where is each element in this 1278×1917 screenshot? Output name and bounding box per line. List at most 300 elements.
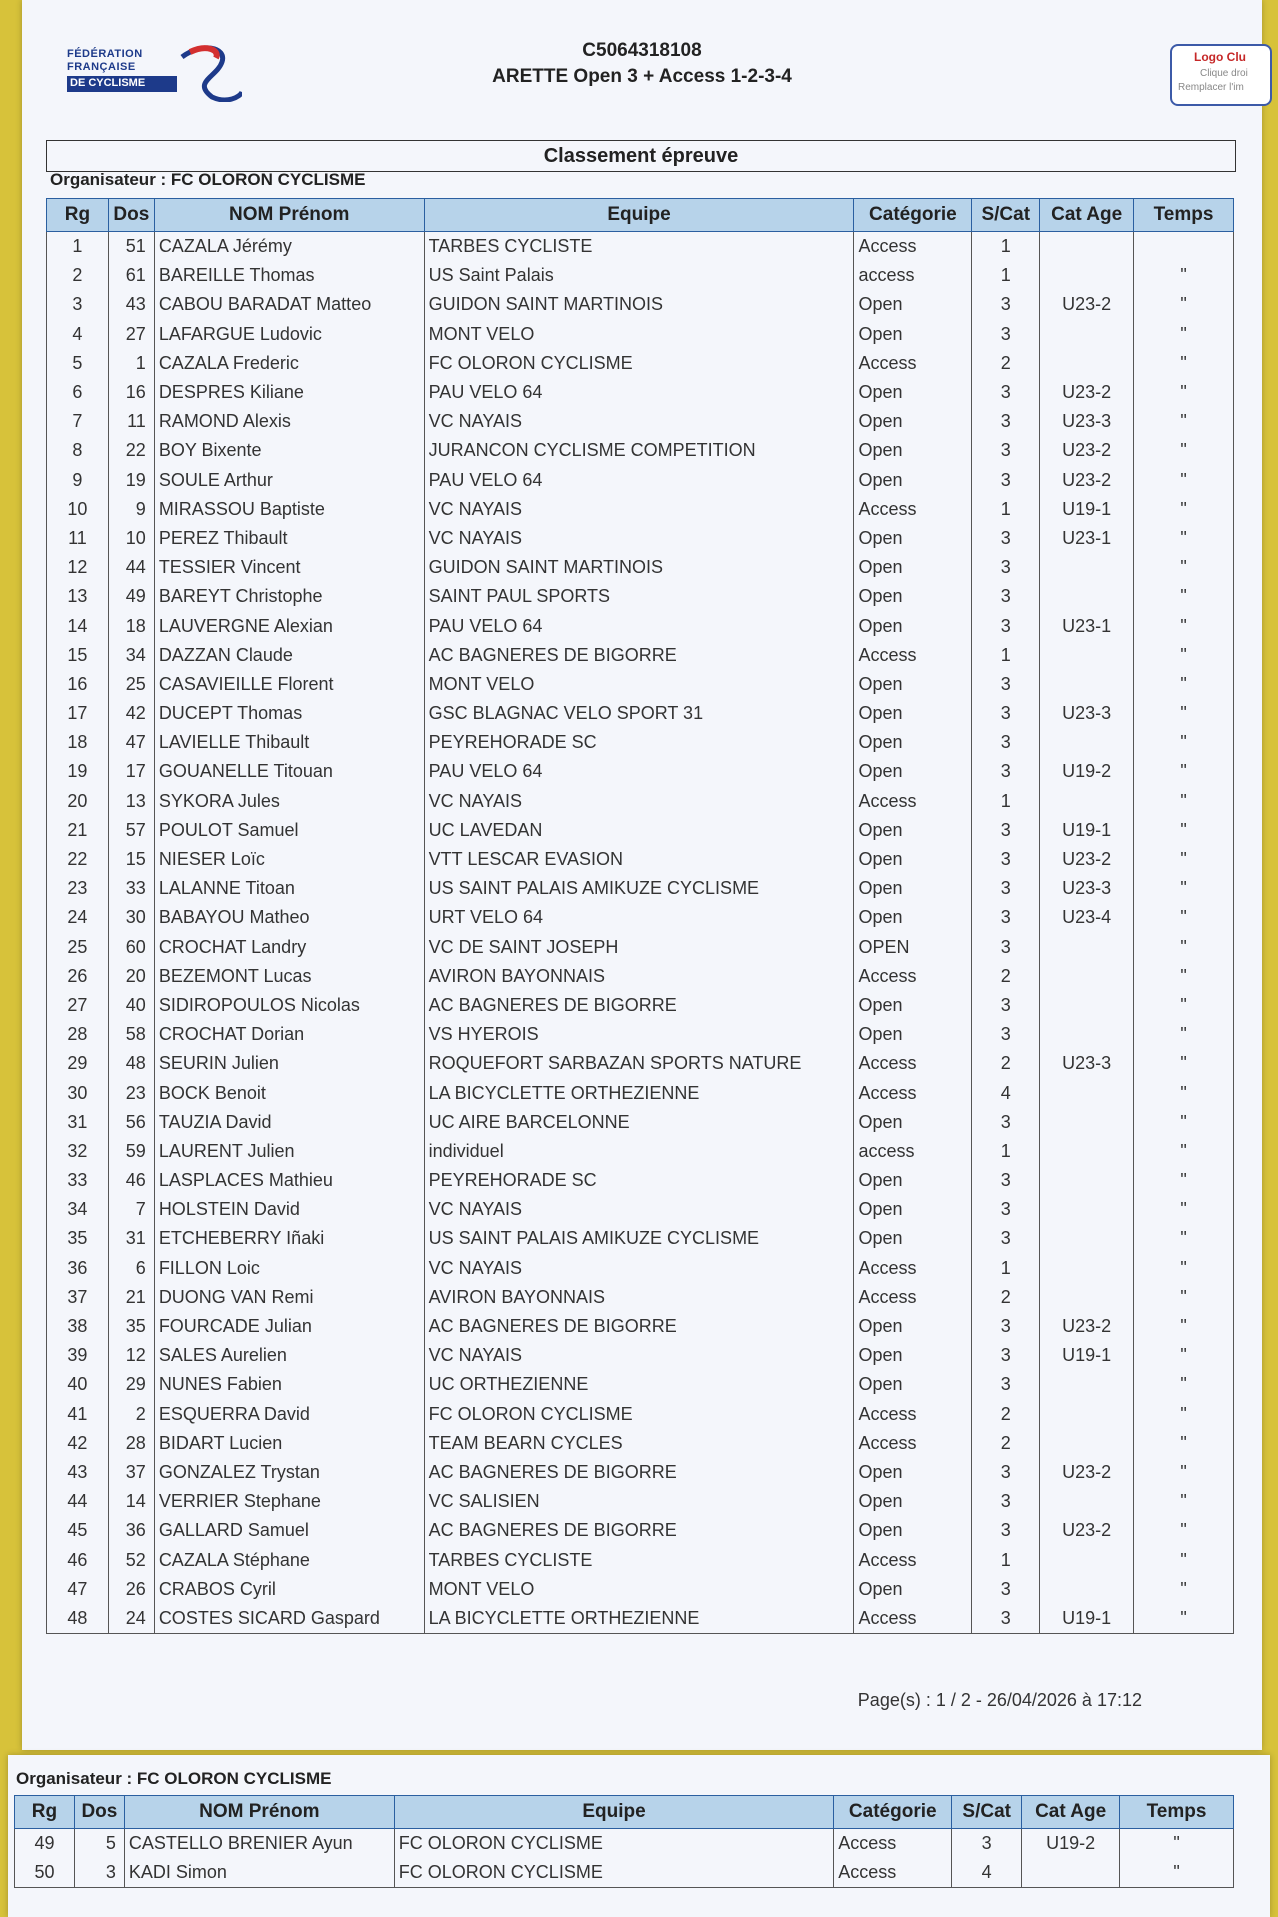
table-row: [47, 1400, 1234, 1429]
cell-category: Open: [854, 524, 972, 553]
table-row: [47, 378, 1234, 407]
table-row: [47, 1078, 1234, 1107]
cell-team: URT VELO 64: [424, 903, 854, 932]
cell-team: VC NAYAIS: [424, 1341, 854, 1370]
cell-name: CAZALA Stéphane: [154, 1545, 424, 1574]
cell-dossard: 15: [108, 845, 154, 874]
table-row: [47, 1429, 1234, 1458]
table-row: [47, 349, 1234, 378]
table-row: [47, 1458, 1234, 1487]
cell-time: ": [1134, 261, 1234, 290]
cell-name: SYKORA Jules: [154, 787, 424, 816]
cell-subcategory: 3: [972, 1575, 1040, 1604]
cell-team: JURANCON CYCLISME COMPETITION: [424, 436, 854, 465]
cell-dossard: 13: [108, 787, 154, 816]
cell-category: Open: [854, 699, 972, 728]
table-row: [47, 1020, 1234, 1049]
cell-team: AC BAGNERES DE BIGORRE: [424, 1458, 854, 1487]
cell-rank: 35: [47, 1224, 109, 1253]
cell-category: access: [854, 261, 972, 290]
cell-team: VS HYEROIS: [424, 1020, 854, 1049]
cell-name: VERRIER Stephane: [154, 1487, 424, 1516]
cell-subcategory: 3: [972, 757, 1040, 786]
cell-category: Access: [854, 1254, 972, 1283]
cell-time: ": [1134, 1020, 1234, 1049]
cell-team: TEAM BEARN CYCLES: [424, 1429, 854, 1458]
cell-team: FC OLORON CYCLISME: [394, 1829, 833, 1859]
cell-name: SEURIN Julien: [154, 1049, 424, 1078]
cell-dossard: 51: [108, 232, 154, 262]
cell-subcategory: 3: [972, 1312, 1040, 1341]
cell-name: CASAVIEILLE Florent: [154, 670, 424, 699]
cell-category: Open: [854, 1487, 972, 1516]
cell-team: ROQUEFORT SARBAZAN SPORTS NATURE: [424, 1049, 854, 1078]
cell-category: Access: [854, 962, 972, 991]
cell-age-category: U23-2: [1040, 290, 1134, 319]
table-row: [47, 1575, 1234, 1604]
cell-subcategory: 1: [972, 1137, 1040, 1166]
cell-team: MONT VELO: [424, 320, 854, 349]
classement-heading: Classement épreuve: [46, 140, 1236, 172]
table-row: [47, 1195, 1234, 1224]
results-table: [46, 198, 1234, 1634]
cell-age-category: [1022, 1858, 1120, 1888]
cell-name: RAMOND Alexis: [154, 407, 424, 436]
cell-rank: 3: [47, 290, 109, 319]
cell-subcategory: 3: [972, 290, 1040, 319]
cell-age-category: [1040, 232, 1134, 262]
cell-category: Open: [854, 553, 972, 582]
logo-text-line-3: DE CYCLISME: [70, 77, 146, 89]
cell-subcategory: 3: [972, 816, 1040, 845]
cell-category: Open: [854, 1370, 972, 1399]
cell-dossard: 7: [108, 1195, 154, 1224]
cell-team: TARBES CYCLISTE: [424, 232, 854, 262]
cell-category: OPEN: [854, 933, 972, 962]
cell-category: Open: [854, 728, 972, 757]
cell-dossard: 56: [108, 1108, 154, 1137]
cell-age-category: [1040, 1545, 1134, 1574]
cell-team: UC ORTHEZIENNE: [424, 1370, 854, 1399]
cell-time: ": [1134, 553, 1234, 582]
table-row: [47, 728, 1234, 757]
cell-subcategory: 3: [972, 1108, 1040, 1137]
club-logo-line-1: Logo Clu: [1194, 50, 1246, 64]
cell-time: ": [1134, 1516, 1234, 1545]
table-row: [47, 816, 1234, 845]
cell-age-category: [1040, 553, 1134, 582]
cell-time: ": [1134, 1049, 1234, 1078]
cell-category: Open: [854, 991, 972, 1020]
page-footer: Page(s) : 1 / 2 - 26/04/2026 à 17:12: [857, 1690, 1142, 1710]
cell-dossard: 6: [108, 1254, 154, 1283]
cell-name: CASTELLO BRENIER Ayun: [124, 1829, 394, 1859]
race-title: ARETTE Open 3 + Access 1-2-3-4: [492, 66, 792, 87]
table-row: [47, 1487, 1234, 1516]
cell-time: ": [1134, 378, 1234, 407]
cell-time: ": [1134, 436, 1234, 465]
cell-name: PEREZ Thibault: [154, 524, 424, 553]
table-row: [47, 962, 1234, 991]
cell-dossard: 47: [108, 728, 154, 757]
cell-dossard: 59: [108, 1137, 154, 1166]
cell-team: US Saint Palais: [424, 261, 854, 290]
cell-category: Open: [854, 670, 972, 699]
cell-dossard: 30: [108, 903, 154, 932]
cell-team: GUIDON SAINT MARTINOIS: [424, 553, 854, 582]
cell-dossard: 20: [108, 962, 154, 991]
cell-name: GOUANELLE Titouan: [154, 757, 424, 786]
cell-rank: 39: [47, 1341, 109, 1370]
cell-rank: 33: [47, 1166, 109, 1195]
column-header-team: Equipe: [394, 1796, 833, 1829]
cell-age-category: U23-3: [1040, 699, 1134, 728]
cell-team: GSC BLAGNAC VELO SPORT 31: [424, 699, 854, 728]
cell-age-category: [1040, 787, 1134, 816]
cell-rank: 38: [47, 1312, 109, 1341]
cell-team: UC AIRE BARCELONNE: [424, 1108, 854, 1137]
cell-time: ": [1134, 290, 1234, 319]
cell-team: AC BAGNERES DE BIGORRE: [424, 991, 854, 1020]
cell-name: LALANNE Titoan: [154, 874, 424, 903]
cell-subcategory: 2: [972, 962, 1040, 991]
column-header-rank: Rg: [47, 199, 109, 232]
cell-name: CABOU BARADAT Matteo: [154, 290, 424, 319]
cell-category: Open: [854, 378, 972, 407]
cell-category: Access: [854, 641, 972, 670]
cell-name: BOY Bixente: [154, 436, 424, 465]
cell-rank: 13: [47, 582, 109, 611]
cell-age-category: U19-1: [1040, 1604, 1134, 1634]
cell-subcategory: 3: [972, 611, 1040, 640]
cell-category: Open: [854, 290, 972, 319]
cell-rank: 9: [47, 466, 109, 495]
cell-name: CAZALA Frederic: [154, 349, 424, 378]
cell-age-category: U19-1: [1040, 495, 1134, 524]
cell-rank: 37: [47, 1283, 109, 1312]
table-row: [47, 641, 1234, 670]
cell-rank: 50: [15, 1858, 75, 1888]
cell-name: TAUZIA David: [154, 1108, 424, 1137]
cell-rank: 48: [47, 1604, 109, 1634]
table-row: [47, 290, 1234, 319]
cell-name: CAZALA Jérémy: [154, 232, 424, 262]
table-row: [47, 1283, 1234, 1312]
cell-rank: 30: [47, 1078, 109, 1107]
column-header-time: Temps: [1134, 199, 1234, 232]
cell-name: GALLARD Samuel: [154, 1516, 424, 1545]
cell-rank: 42: [47, 1429, 109, 1458]
cell-name: BIDART Lucien: [154, 1429, 424, 1458]
cell-time: ": [1134, 1137, 1234, 1166]
cell-subcategory: 2: [972, 1049, 1040, 1078]
cell-age-category: [1040, 641, 1134, 670]
cell-team: LA BICYCLETTE ORTHEZIENNE: [424, 1078, 854, 1107]
cell-category: Open: [854, 611, 972, 640]
cell-rank: 47: [47, 1575, 109, 1604]
cell-rank: 26: [47, 962, 109, 991]
cell-dossard: 16: [108, 378, 154, 407]
cell-category: Open: [854, 874, 972, 903]
cell-time: ": [1134, 320, 1234, 349]
table-row: [47, 757, 1234, 786]
results-table-page-2: [14, 1795, 1234, 1888]
table-row: [47, 903, 1234, 932]
cell-name: SALES Aurelien: [154, 1341, 424, 1370]
cell-time: ": [1134, 407, 1234, 436]
cell-time: ": [1134, 1604, 1234, 1634]
cell-subcategory: 3: [972, 670, 1040, 699]
column-header-age-category: Cat Age: [1022, 1796, 1120, 1829]
cell-time: ": [1134, 641, 1234, 670]
cell-age-category: U23-1: [1040, 611, 1134, 640]
cell-time: ": [1134, 495, 1234, 524]
cell-dossard: 3: [74, 1858, 124, 1888]
cell-name: CROCHAT Dorian: [154, 1020, 424, 1049]
cell-age-category: [1040, 728, 1134, 757]
cell-dossard: 11: [108, 407, 154, 436]
cell-time: ": [1134, 991, 1234, 1020]
cell-subcategory: 1: [972, 232, 1040, 262]
cell-dossard: 2: [108, 1400, 154, 1429]
cell-team: PAU VELO 64: [424, 466, 854, 495]
table-row: [15, 1829, 1234, 1859]
cell-age-category: [1040, 1166, 1134, 1195]
column-header-dossard: Dos: [74, 1796, 124, 1829]
cell-age-category: U23-3: [1040, 874, 1134, 903]
cell-age-category: [1040, 1400, 1134, 1429]
cell-subcategory: 3: [972, 378, 1040, 407]
cell-dossard: 23: [108, 1078, 154, 1107]
column-header-age-category: Cat Age: [1040, 199, 1134, 232]
cell-name: LAFARGUE Ludovic: [154, 320, 424, 349]
cell-name: LAVIELLE Thibault: [154, 728, 424, 757]
cell-dossard: 12: [108, 1341, 154, 1370]
table-row: [47, 933, 1234, 962]
cell-category: Access: [854, 1283, 972, 1312]
cell-subcategory: 3: [972, 728, 1040, 757]
cell-category: Access: [834, 1829, 952, 1859]
cell-name: BAREILLE Thomas: [154, 261, 424, 290]
cell-dossard: 29: [108, 1370, 154, 1399]
cell-category: Open: [854, 320, 972, 349]
cell-team: US SAINT PALAIS AMIKUZE CYCLISME: [424, 1224, 854, 1253]
cell-dossard: 31: [108, 1224, 154, 1253]
cell-subcategory: 3: [972, 1020, 1040, 1049]
cell-team: PEYREHORADE SC: [424, 728, 854, 757]
table-row: [47, 1370, 1234, 1399]
cell-name: FILLON Loic: [154, 1254, 424, 1283]
cell-subcategory: 3: [972, 436, 1040, 465]
cell-rank: 22: [47, 845, 109, 874]
table-row: [47, 261, 1234, 290]
cell-team: VC DE SAINT JOSEPH: [424, 933, 854, 962]
cell-rank: 8: [47, 436, 109, 465]
organisateur-label-page-2: Organisateur : FC OLORON CYCLISME: [16, 1769, 332, 1788]
column-header-subcategory: S/Cat: [952, 1796, 1022, 1829]
cell-dossard: 40: [108, 991, 154, 1020]
cell-subcategory: 3: [972, 1341, 1040, 1370]
table-row: [47, 874, 1234, 903]
cell-rank: 34: [47, 1195, 109, 1224]
cell-category: Access: [854, 1604, 972, 1634]
cell-team: AC BAGNERES DE BIGORRE: [424, 1516, 854, 1545]
cell-dossard: 43: [108, 290, 154, 319]
cell-rank: 28: [47, 1020, 109, 1049]
cell-subcategory: 2: [972, 349, 1040, 378]
cell-rank: 2: [47, 261, 109, 290]
cell-rank: 10: [47, 495, 109, 524]
cell-name: NIESER Loïc: [154, 845, 424, 874]
cell-team: VC NAYAIS: [424, 407, 854, 436]
cell-time: ": [1120, 1858, 1234, 1888]
cell-age-category: U23-2: [1040, 1312, 1134, 1341]
cell-category: Access: [854, 1545, 972, 1574]
cell-category: Access: [854, 1400, 972, 1429]
cell-team: LA BICYCLETTE ORTHEZIENNE: [424, 1604, 854, 1634]
cell-dossard: 52: [108, 1545, 154, 1574]
cell-category: Access: [854, 787, 972, 816]
cell-rank: 24: [47, 903, 109, 932]
table-row: [47, 466, 1234, 495]
table-row: [47, 845, 1234, 874]
cell-subcategory: 2: [972, 1400, 1040, 1429]
cell-category: Open: [854, 407, 972, 436]
cell-time: ": [1134, 1429, 1234, 1458]
cell-age-category: U19-2: [1022, 1829, 1120, 1859]
cell-age-category: [1040, 1224, 1134, 1253]
cell-name: LASPLACES Mathieu: [154, 1166, 424, 1195]
cell-dossard: 60: [108, 933, 154, 962]
cell-category: Open: [854, 1575, 972, 1604]
cell-team: PEYREHORADE SC: [424, 1166, 854, 1195]
cell-age-category: [1040, 1137, 1134, 1166]
cell-dossard: 14: [108, 1487, 154, 1516]
cell-dossard: 57: [108, 816, 154, 845]
race-code: C5064318108: [582, 40, 702, 61]
cell-subcategory: 1: [972, 261, 1040, 290]
cell-dossard: 10: [108, 524, 154, 553]
table-row: [47, 1137, 1234, 1166]
cell-category: Access: [854, 232, 972, 262]
cell-team: MONT VELO: [424, 1575, 854, 1604]
cell-time: ": [1134, 1224, 1234, 1253]
cell-age-category: U19-1: [1040, 816, 1134, 845]
cell-category: Access: [854, 1078, 972, 1107]
table-header-row: [15, 1796, 1234, 1829]
cell-rank: 11: [47, 524, 109, 553]
column-header-dossard: Dos: [108, 199, 154, 232]
cell-category: Access: [854, 349, 972, 378]
cell-category: Open: [854, 1108, 972, 1137]
table-row: [47, 232, 1234, 262]
table-row: [47, 553, 1234, 582]
cell-name: KADI Simon: [124, 1858, 394, 1888]
cell-dossard: 26: [108, 1575, 154, 1604]
cell-time: ": [1134, 611, 1234, 640]
cell-subcategory: 3: [972, 582, 1040, 611]
cell-rank: 23: [47, 874, 109, 903]
cell-subcategory: 3: [972, 1516, 1040, 1545]
cell-name: MIRASSOU Baptiste: [154, 495, 424, 524]
cell-team: SAINT PAUL SPORTS: [424, 582, 854, 611]
cell-rank: 27: [47, 991, 109, 1020]
column-header-category: Catégorie: [854, 199, 972, 232]
cell-rank: 45: [47, 1516, 109, 1545]
cell-rank: 15: [47, 641, 109, 670]
cell-rank: 44: [47, 1487, 109, 1516]
cell-time: ": [1134, 903, 1234, 932]
cell-age-category: U23-4: [1040, 903, 1134, 932]
cell-subcategory: 1: [972, 787, 1040, 816]
cell-rank: 6: [47, 378, 109, 407]
cell-team: TARBES CYCLISTE: [424, 1545, 854, 1574]
cell-subcategory: 4: [952, 1858, 1022, 1888]
cell-name: COSTES SICARD Gaspard: [154, 1604, 424, 1634]
cell-rank: 25: [47, 933, 109, 962]
cell-subcategory: 4: [972, 1078, 1040, 1107]
cell-name: HOLSTEIN David: [154, 1195, 424, 1224]
cell-subcategory: 1: [972, 1254, 1040, 1283]
cell-time: ": [1134, 1108, 1234, 1137]
cell-subcategory: 3: [972, 1195, 1040, 1224]
table-row: [47, 495, 1234, 524]
cell-name: ETCHEBERRY Iñaki: [154, 1224, 424, 1253]
cell-dossard: 33: [108, 874, 154, 903]
cell-age-category: U23-2: [1040, 1458, 1134, 1487]
cell-team: AC BAGNERES DE BIGORRE: [424, 641, 854, 670]
cell-name: CRABOS Cyril: [154, 1575, 424, 1604]
cell-category: Open: [854, 1166, 972, 1195]
cell-dossard: 61: [108, 261, 154, 290]
cell-dossard: 48: [108, 1049, 154, 1078]
cell-subcategory: 3: [952, 1829, 1022, 1859]
cell-age-category: [1040, 582, 1134, 611]
cell-team: VTT LESCAR EVASION: [424, 845, 854, 874]
cell-team: PAU VELO 64: [424, 378, 854, 407]
table-header-row: [47, 199, 1234, 232]
cell-age-category: [1040, 1370, 1134, 1399]
cell-rank: 46: [47, 1545, 109, 1574]
cell-dossard: 1: [108, 349, 154, 378]
cell-rank: 31: [47, 1108, 109, 1137]
cell-age-category: [1040, 1575, 1134, 1604]
cell-team: VC NAYAIS: [424, 787, 854, 816]
cell-team: VC NAYAIS: [424, 524, 854, 553]
cell-subcategory: 3: [972, 466, 1040, 495]
cell-dossard: 17: [108, 757, 154, 786]
cell-subcategory: 3: [972, 553, 1040, 582]
cell-age-category: [1040, 1429, 1134, 1458]
cell-name: GONZALEZ Trystan: [154, 1458, 424, 1487]
cell-time: ": [1134, 1400, 1234, 1429]
cell-dossard: 37: [108, 1458, 154, 1487]
cell-subcategory: 3: [972, 933, 1040, 962]
cell-age-category: U23-2: [1040, 1516, 1134, 1545]
club-logo-placeholder: [1170, 44, 1272, 106]
cell-name: LAURENT Julien: [154, 1137, 424, 1166]
cell-subcategory: 3: [972, 903, 1040, 932]
cell-age-category: [1040, 1254, 1134, 1283]
cell-time: ": [1134, 1370, 1234, 1399]
cell-time: ": [1134, 466, 1234, 495]
cell-team: GUIDON SAINT MARTINOIS: [424, 290, 854, 319]
table-row: [47, 436, 1234, 465]
cell-team: VC NAYAIS: [424, 495, 854, 524]
cell-team: individuel: [424, 1137, 854, 1166]
cell-time: ": [1134, 349, 1234, 378]
cell-time: ": [1134, 816, 1234, 845]
